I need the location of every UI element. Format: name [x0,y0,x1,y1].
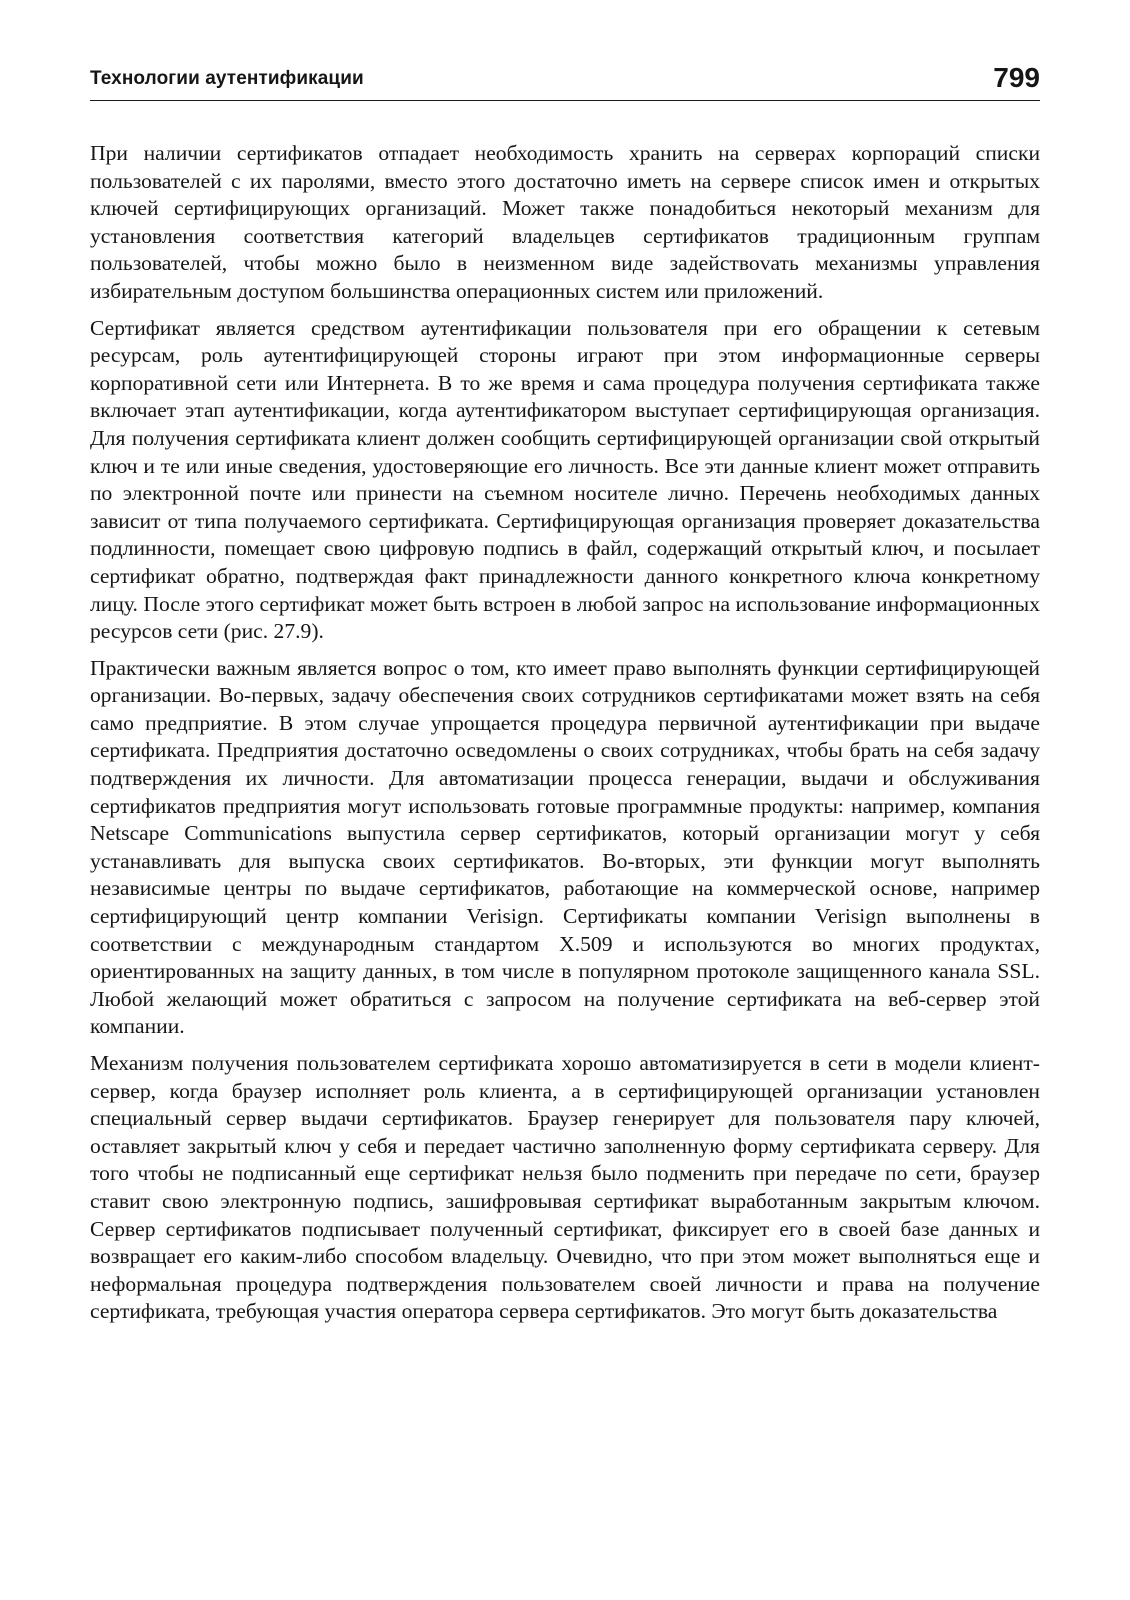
page-number: 799 [993,62,1040,93]
paragraph: Механизм получения пользователем сертификата хорошо автоматизируется в сети в модели клиент-сервер, когда браузер исполняет роль клиента, а в сертифицирующей организации установлен специальный сервер выдачи сертификатов. Браузер генерирует для пользователя пару ключей, оставляет закрытый ключ у себя и передает частично заполненную форму сертификата серверу. Для того чтобы не подписанный еще сертификат нельзя было подменить при передаче по сети, браузер ставит свою электронную подпись, зашифровывая сертификат выработанным закрытым ключом. Сервер сертификатов подписывает полученный сертификат, фиксирует его в своей базе данных и возвращает его каким-либо способом владельцу. Очевидно, что при этом может выполняться еще и неформальная процедура подтверждения пользователем своей личности и права на получение сертификата, требующая участия оператора сервера сертификатов. Это могут быть доказательства [90,1051,1040,1324]
paragraph: Сертификат является средством аутентификации пользователя при его обращении к сетевым ресурсам, роль аутентифицирующей стороны играют при этом информационные серверы корпоративной сети или Интернета. В то же время и сама процедура получения сертификата также включает этап аутентификации, когда аутентификатором выступает сертифицирующая организация. Для получения сертификата клиент должен сообщить сертифицирующей организации свой открытый ключ и те или иные сведения, удостоверяющие его личность. Все эти данные клиент может отправить по электронной почте или принести на съемном носителе лично. Перечень необходимых данных зависит от типа получаемого сертификата. Сертифицирующая организация проверяет доказательства подлинности, помещает свою цифровую подпись в файл, содержащий открытый ключ, и посылает сертификат обратно, подтверждая факт принадлежности данного конкретного ключа конкретному лицу. После этого сертификат может быть встроен в любой запрос на использование информационных ресурсов сети (рис. 27.9). [90,315,1040,644]
paragraph: При наличии сертификатов отпадает необходимость хранить на серверах корпораций списки пользователей с их паролями, вместо этого достаточно иметь на сервере список имен и открытых ключей сертифицирующих организаций. Может также понадобиться некоторый механизм для установления соответствия категорий владельцев сертификатов традиционным группам пользователей, чтобы можно было в неизменном виде задействоvать механизмы управления избирательным доступом большинства операционных систем или приложений. [90,141,1040,303]
running-header [90,62,1040,101]
paragraph: Практически важным является вопрос о том, кто имеет право выполнять функции сертифицирующей организации. Во-первых, задачу обеспечения своих сотрудников сертификатами может взять на себя само предприятие. В этом случае упрощается процедура первичной аутентификации при выдаче сертификата. Предприятия достаточно осведомлены о своих сотрудниках, чтобы брать на себя задачу подтверждения их личности. Для автоматизации процесса генерации, выдачи и обслуживания сертификатов предприятия могут использовать готовые программные продукты: например, компания Netscape Communications выпустила сервер сертификатов, который организации могут у себя устанавливать для выпуска своих сертификатов. Во-вторых, эти функции могут выполнять независимые центры по выдаче сертификатов, работающие на коммерческой основе, например сертифицирующий центр компании Verisign. Сертификаты компании Verisign выполнены в соответствии с международным стандартом X.509 и используются во многих продуктах, ориентированных на защиту данных, в том числе в популярном протоколе защищенного канала SSL. Любой желающий может обратиться с запросом на получение сертификата на веб-сервер этой компании. [90,655,1040,1039]
body-text [90,140,1040,1335]
running-title: Технологии аутентификации [90,68,364,89]
